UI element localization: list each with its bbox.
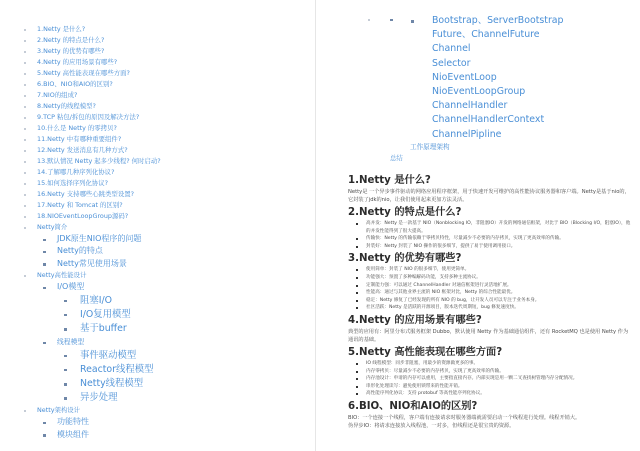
toc-link[interactable]: 14.了解哪几种序列化协议?: [37, 168, 115, 176]
toc-item[interactable]: [22, 24, 161, 35]
toc-link[interactable]: 总结: [390, 153, 403, 162]
toc-link[interactable]: I/O复用模型: [80, 308, 131, 320]
toc-link[interactable]: Netty架构设计: [37, 406, 81, 415]
toc-item[interactable]: [22, 167, 161, 178]
toc-item[interactable]: [22, 68, 161, 79]
toc-link[interactable]: I/O模型: [57, 282, 85, 292]
toc-subitem-io-model[interactable]: [22, 281, 161, 293]
toc-link[interactable]: 17.Netty 和 Tomcat 的区别?: [37, 201, 123, 209]
section-heading: 6.BIO、NIO和AIO的区别?: [348, 400, 478, 412]
section-heading: 4.Netty 的应用场景有哪些?: [348, 314, 482, 326]
toc-link[interactable]: 工作原理架构: [410, 142, 450, 151]
bullet-list: [356, 220, 632, 250]
toc-link[interactable]: 16.Netty 支持哪些心跳类型设置?: [37, 190, 134, 198]
toc-link[interactable]: Channel: [432, 43, 471, 55]
document-page-left: [0, 0, 315, 451]
list-item: 性能高：通过与其他业界主流的 NIO 框架对比，Netty 的综合性能最优。: [356, 289, 632, 297]
toc-item[interactable]: [22, 211, 161, 222]
section-paragraph: 伪异步IO：将请求连接放入线程池，一对多，但线程还是很宝贵的资源。: [348, 422, 515, 429]
toc-link[interactable]: Netty常见使用场景: [57, 258, 127, 268]
toc-link[interactable]: Netty高性能设计: [37, 271, 87, 280]
toc-subsubitem[interactable]: [368, 85, 564, 99]
list-item: 高性能序列化协议：支持 protobuf 等高性能序列化协议。: [356, 390, 632, 398]
toc-link[interactable]: Netty线程模型: [80, 378, 144, 390]
toc-subsubitem[interactable]: [368, 57, 564, 71]
toc-link[interactable]: 10.什么是 Netty 的零拷贝?: [37, 124, 117, 132]
list-item: 定制能力强：可以通过 ChannelHandler 对通信框架进行灵活地扩展。: [356, 282, 632, 290]
toc-subsubitem[interactable]: [22, 308, 161, 322]
toc-link[interactable]: Future、ChannelFuture: [432, 29, 540, 41]
toc-subsubitem[interactable]: [368, 128, 564, 142]
toc-link[interactable]: ChannelHandler: [432, 100, 508, 112]
toc-subsubitem[interactable]: [22, 363, 161, 377]
toc-link[interactable]: 线程模型: [57, 338, 85, 347]
toc-subsubitem[interactable]: [368, 113, 564, 127]
toc-item-high-perf[interactable]: [22, 270, 161, 281]
toc-subsubitem[interactable]: [22, 322, 161, 336]
toc-subitem[interactable]: [22, 258, 161, 270]
toc-item[interactable]: [22, 57, 161, 68]
toc-item[interactable]: [22, 35, 161, 46]
list-item: 封装好：Netty 封装了 NIO 操作的很多细节，提供了易于使用调用接口。: [356, 243, 632, 251]
toc-link[interactable]: ChannelPipline: [432, 128, 502, 140]
list-item: 串形化处理读写：避免使用锁带来的性能开销。: [356, 383, 632, 391]
toc-item[interactable]: [22, 79, 161, 90]
toc-item[interactable]: [22, 90, 161, 101]
toc-link[interactable]: 5.Netty 高性能表现在哪些方面?: [37, 69, 130, 77]
toc-item-netty-intro[interactable]: [22, 222, 161, 233]
toc-subitem[interactable]: [22, 245, 161, 257]
toc-link[interactable]: 15.如何选择序列化协议?: [37, 179, 109, 187]
toc-subsubitem[interactable]: [368, 99, 564, 113]
toc-item[interactable]: [22, 200, 161, 211]
toc-link[interactable]: 1.Netty 是什么?: [37, 25, 86, 33]
bullet-list: [356, 266, 632, 312]
toc-link[interactable]: 模块组件: [57, 429, 89, 439]
list-item: 社区活跃：Netty 是活跃的开源项目，版本迭代周期短，bug 修复速度快。: [356, 304, 632, 312]
toc-link[interactable]: 6.BIO、NIO和AIO的区别?: [37, 80, 113, 88]
list-item: 高并发：Netty 是一款基于 NIO（Nonblocking IO，非阻塞IO）开发的网络通信框架，对比于 BIO（Blocking I/O，阻塞IO），他的并发性能得到了很大提高。: [356, 220, 632, 235]
toc-link[interactable]: NioEventLoopGroup: [432, 86, 526, 98]
toc-item[interactable]: [22, 189, 161, 200]
toc-link[interactable]: 8.Netty的线程模型?: [37, 102, 96, 110]
toc-subsubitem[interactable]: [22, 377, 161, 391]
toc-subsubitem[interactable]: [22, 294, 161, 308]
toc-link[interactable]: 12.Netty 发送消息有几种方式?: [37, 146, 128, 154]
toc-link[interactable]: Reactor线程模型: [80, 363, 154, 375]
toc-item[interactable]: [22, 46, 161, 57]
section-paragraph: Netty是 一个异步事件驱动的网络应用程序框架，用于快速开发可维护的高性能协议服务器和客户端。Netty是基于nio的，它封装了jdk的nio，让我们使用起来更加方法灵活。: [348, 189, 630, 203]
toc-subitem-thread-model[interactable]: [22, 336, 161, 348]
toc-link[interactable]: 18.NIOEventLoopGroup源码?: [37, 212, 129, 220]
toc-link[interactable]: 11.Netty 中有哪种重要组件?: [37, 135, 122, 143]
toc-subitem-working-principle[interactable]: [368, 142, 564, 153]
toc-subsubitem[interactable]: [22, 391, 161, 405]
toc-item[interactable]: [22, 101, 161, 112]
toc-link[interactable]: NioEventLoop: [432, 71, 497, 83]
toc-subitem[interactable]: [22, 416, 161, 428]
toc-subsubitem[interactable]: [368, 42, 564, 56]
list-item: IO 线程模型：同步非阻塞，用最少的资源做更多的事。: [356, 360, 632, 368]
toc-link[interactable]: 事件驱动模型: [80, 349, 137, 361]
toc-item[interactable]: [22, 156, 161, 167]
toc-link[interactable]: 4.Netty 的应用场景有哪些?: [37, 58, 118, 66]
section-heading: 5.Netty 高性能表现在哪些方面?: [348, 346, 503, 358]
list-item: 功能强大：预置了多种编解码功能，支持多种主流协议。: [356, 274, 632, 282]
table-of-contents: [22, 24, 161, 441]
toc-item[interactable]: [22, 178, 161, 189]
toc-item-architecture[interactable]: [22, 405, 161, 416]
bullet-list: [356, 360, 632, 398]
list-item: 使用简单：封装了 NIO 的很多细节，使用更简单。: [356, 266, 632, 274]
toc-item[interactable]: [22, 123, 161, 134]
toc-link[interactable]: Netty的特点: [57, 246, 103, 256]
toc-subsubitem[interactable]: [368, 14, 564, 28]
toc-link[interactable]: 基于buffer: [80, 323, 127, 335]
toc-link[interactable]: JDK原生NIO程序的问题: [57, 234, 142, 243]
toc-link[interactable]: Selector: [432, 57, 471, 69]
toc-link[interactable]: 2.Netty 的特点是什么?: [37, 36, 105, 44]
toc-link[interactable]: 7.NIO的组成?: [37, 91, 78, 99]
toc-link[interactable]: Bootstrap、ServerBootstrap: [432, 15, 564, 26]
section-paragraph: BIO：一个连接一个线程，客户端有连接请求时服务器端就需要启动一个线程进行处理。线程开销大。: [348, 414, 581, 421]
toc-item[interactable]: [22, 145, 161, 156]
toc-subitem[interactable]: [22, 429, 161, 441]
section-paragraph: 典型的应用有：阿里分布式服务框架 Dubbo，默认使用 Netty 作为基础通信组件，还有 RocketMQ 也是使用 Netty 作为通讯的基础。: [348, 328, 629, 343]
list-item: 内存零拷贝：尽量减少不必要的内存拷贝，实现了更高效率的传输。: [356, 368, 632, 376]
list-item: 稳定：Netty 修复了已经发现的所有 NIO 的 bug，让开发人员可以专注于业务本身。: [356, 297, 632, 305]
toc-link[interactable]: 3.Netty 的优势有哪些?: [37, 47, 105, 55]
toc-item-summary[interactable]: [368, 153, 564, 164]
toc-link[interactable]: 功能特性: [57, 417, 89, 427]
toc-link[interactable]: 异步处理: [80, 392, 118, 404]
toc-link[interactable]: ChannelHandlerContext: [432, 114, 545, 126]
toc-link[interactable]: 9.TCP 粘包/拆包的原因及解决方法?: [37, 113, 140, 121]
list-item: 内存池设计：申请的内存可以重用，主要指直接内存。内部实现是用一颗二叉查找树管理内存分配情况。: [356, 375, 632, 383]
section-heading: 1.Netty 是什么?: [348, 175, 431, 186]
toc-link[interactable]: 阻塞I/O: [80, 294, 113, 306]
toc-subitem[interactable]: [22, 233, 161, 245]
table-of-contents-continued: [368, 14, 564, 164]
toc-item[interactable]: [22, 134, 161, 145]
toc-item[interactable]: [22, 112, 161, 123]
section-heading: 3.Netty 的优势有哪些?: [348, 253, 462, 265]
toc-link[interactable]: 13.默认情况 Netty 起多少线程? 何时启动?: [37, 157, 161, 165]
toc-link[interactable]: Netty简介: [37, 223, 68, 231]
toc-subsubitem[interactable]: [22, 349, 161, 363]
list-item: 传输快：Netty 的传输依赖于零拷贝特性，尽量减少不必要的内存拷贝，实现了更高效率的传输。: [356, 235, 632, 243]
article-body: [348, 172, 632, 430]
toc-subsubitem[interactable]: [368, 71, 564, 85]
toc-subsubitem[interactable]: [368, 28, 564, 42]
section-heading: 2.Netty 的特点是什么?: [348, 207, 462, 218]
document-page-right: [316, 0, 640, 451]
